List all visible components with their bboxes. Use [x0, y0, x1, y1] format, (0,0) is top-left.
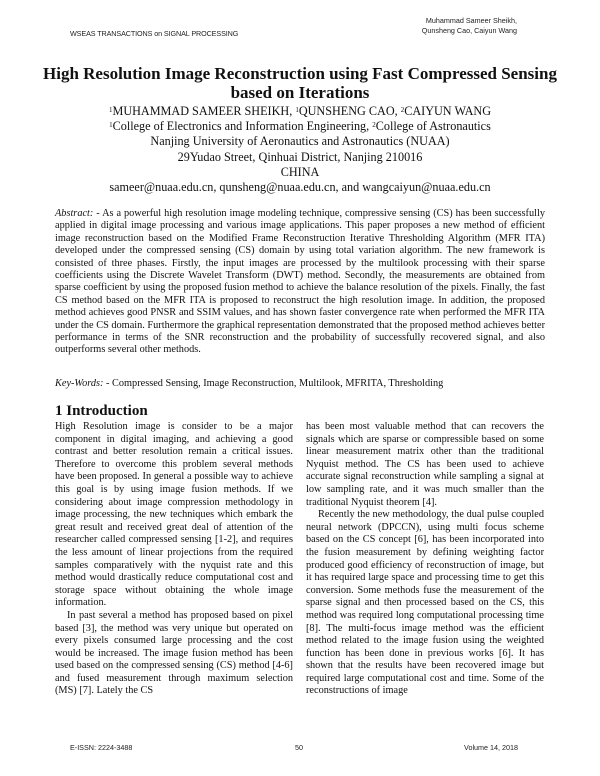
- affiliation-name: College of Electronics and Information Engineering,: [112, 119, 373, 134]
- paragraph: has been most valuable method that can recovers the signals which are sparse or compressible based on some linear measurement matrix other than the traditional Nyquist method. The CS has been used to achieve accurate signal reconstruction while sampling a signal at low sampling rate, and it was much smaller than the traditional Nyquist theorem [4].: [306, 421, 544, 508]
- abstract-label: Abstract:: [55, 208, 94, 219]
- paragraph: Recently the new methodology, the dual pulse coupled neural network (DPCCN), using multi focus scheme based on the CS concept [6], has been incorporated into the fusion measurement by defining weighting factor produced good efficiency of reconstruction of image, but it has required large space and processing time to get this conversion. Some methods fuse the measurement of the sparse signal and then processed based on the CS, this method was required long computational processing time [8]. The multi-focus image method was the efficient method related to the image fusion using the weighted function has been done in previous works [6]. It has shown that the results have been recovered image but required large computational cost and time. Some of the reconstructions of image: [306, 509, 544, 697]
- footer-page-number: 50: [295, 743, 303, 752]
- section-heading: 1 Introduction: [55, 403, 148, 419]
- country: CHINA: [280, 164, 320, 179]
- address: 29Yudao Street, Qinhuai District, Nanjing 210016: [177, 149, 423, 164]
- affiliation-name: College of Astronautics: [375, 119, 491, 134]
- footer-issn: E-ISSN: 2224-3488: [70, 743, 133, 752]
- paper-title: [40, 64, 560, 102]
- affiliation-sup: 2: [372, 121, 376, 130]
- paper-title-line2: based on Iterations: [230, 83, 370, 102]
- paragraph: In past several a method has proposed based on pixel based [3], the method was very unique but operated on every pixels consumed large processing and the cost would be increased. The image fusion method has been used based on the compressed sensing (CS) method [4-6] and fused measurement through maximum selection (MS) [7]. Lately the CS: [55, 609, 293, 697]
- paper-title-line1: High Resolution Image Reconstruction using Fast Compressed Sensing: [43, 64, 557, 83]
- keywords: [55, 378, 545, 390]
- running-header-journal: WSEAS TRANSACTIONS on SIGNAL PROCESSING: [70, 29, 239, 38]
- affiliations: [40, 119, 560, 134]
- author-name: QUNSHENG CAO,: [298, 104, 401, 118]
- abstract: [55, 208, 545, 357]
- author-block: [40, 104, 560, 195]
- right-column: [306, 421, 544, 698]
- author-sup: 1: [295, 106, 299, 114]
- university: Nanjing University of Aeronautics and Astronautics (NUAA): [150, 134, 450, 149]
- keywords-text: - Compressed Sensing, Image Reconstruction, Multilook, MFRITA, Thresholding: [103, 378, 444, 389]
- keywords-label: Key-Words:: [55, 378, 104, 389]
- footer-volume: Volume 14, 2018: [464, 743, 518, 752]
- affiliation-sup: 1: [109, 121, 113, 130]
- emails: sameer@nuaa.edu.cn, qunsheng@nuaa.edu.cn, and wangcaiyun@nuaa.edu.cn: [109, 180, 491, 195]
- author-sup: 2: [400, 106, 405, 114]
- paragraph: High Resolution image is consider to be a major component in digital imaging, and achieving a good contrast and better resolution remain a critical issues. Therefore to overcome this problem several methods have been proposed. In general a possible way to achieve this goal is by using image fusion methods. If we considering about image compression methodology in image processing, the new techniques which embark the great result and received great deal of attention of the researcher called compressed sensing [1-2], and requires the less amount of linear projections from the required samples comparatively with the nyquist rate and this method would drastically reduce computational cost and storage space without obtaining the whole image information.: [55, 421, 293, 609]
- running-header-authors-line1: Muhammad Sameer Sheikh,: [425, 16, 517, 25]
- abstract-text: - As a powerful high resolution image modeling technique, compressive sensing (CS) has been successfully applied in digital image processing and various image applications. This paper proposes a new method of efficient image reconstruction based on the Modified Frame Reconstruction Iterative Thresholding Algorithm (MFR ITA) developed under the compressed sensing (CS) domain by using total variation algorithm. The new framework is consisted of three phases. Firstly, the input images are processed by the multilook processing with their sparse coefficients using the Discrete Wavelet Transform (DWT) method. Secondly, the measurements are obtained from sparse coefficient by using the proposed fusion method to achieve the balance resolution of the pixels. Finally, the fast CS method based on the MFR ITA is proposed to reconstruct the high resolution image. In addition, the proposed method achieves good PNSR and SSIM values, and has shown faster convergence rate when performed the MFR ITA under the CS domain. Furthermore the graphical representation demonstrated that the proposed method achieves better performance in terms of the SNR reconstruction and the probability of successfully recovered signal, and also outperforms several other methods.: [55, 208, 545, 356]
- author-sup: 1: [108, 106, 113, 114]
- left-column: [55, 421, 293, 698]
- author-names: [40, 104, 560, 119]
- running-header-authors: [422, 16, 517, 36]
- author-name: MUHAMMAD SAMEER SHEIKH,: [112, 104, 296, 118]
- running-header-authors-line2: Qunsheng Cao, Caiyun Wang: [421, 26, 517, 35]
- author-name: CAIYUN WANG: [404, 104, 491, 118]
